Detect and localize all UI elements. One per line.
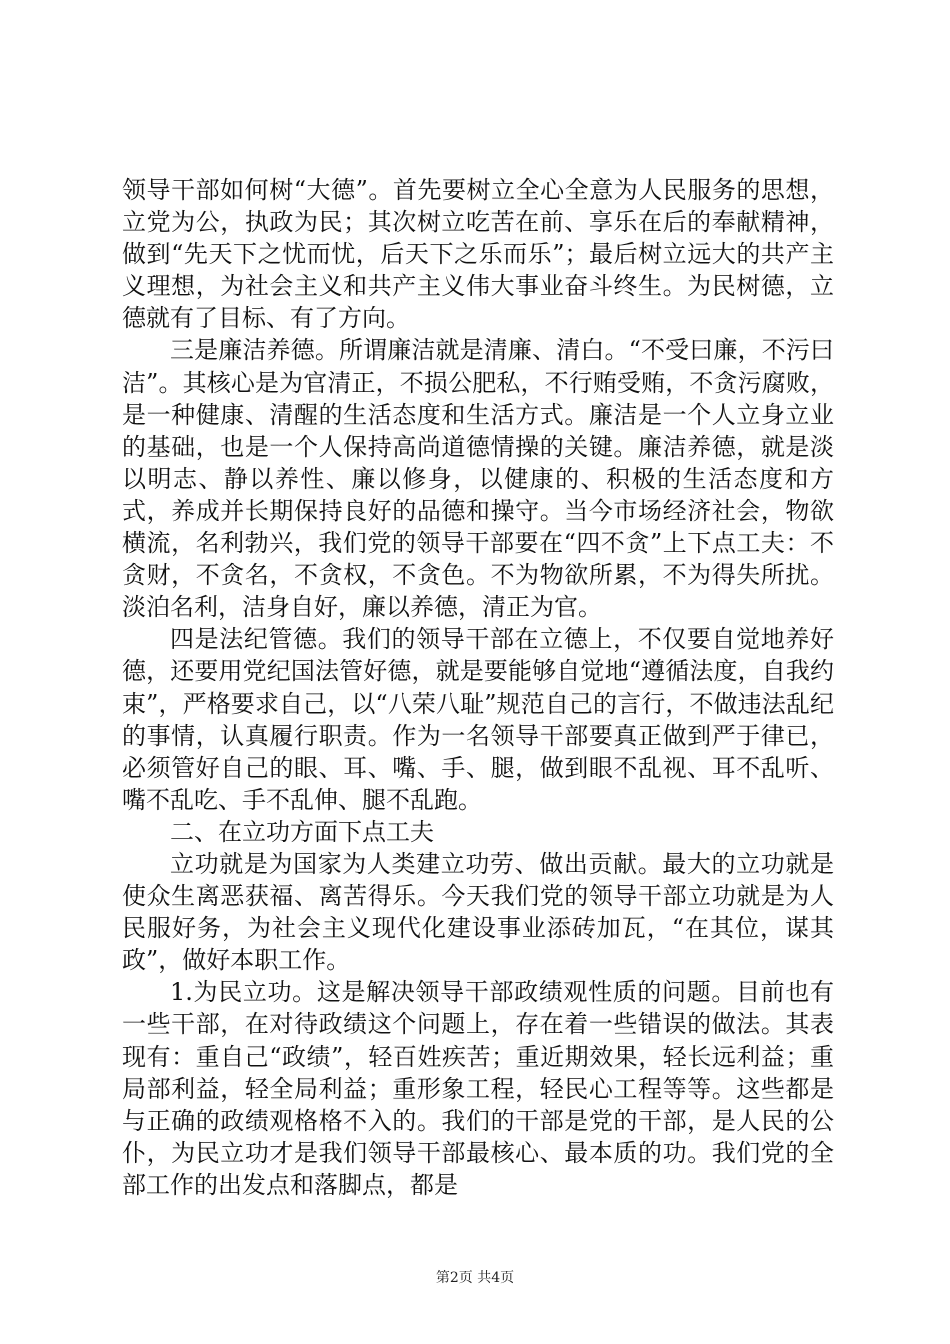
paragraph-5: 1.为民立功。这是解决领导干部政绩观性质的问题。目前也有一些干部，在对待政绩这个问题上，存在着一些错误的做法。其表现有：重自己“政绩”，轻百姓疾苦；重近期效果，轻长远利益；重局部利益，轻全局利益；重形象工程，轻民心工程等等。这些都是与正确的政绩观格格不入的。我们的干部是党的干部，是人民的公仆，为民立功才是我们领导干部最核心、最本质的功。我们党的全部工作的出发点和落脚点，都是 xyxy=(122,978,834,1199)
paragraph-4: 立功就是为国家为人类建立功劳、做出贡献。最大的立功就是使众生离恶获福、离苦得乐。今天我们党的领导干部立功就是为人民服好务，为社会主义现代化建设事业添砖加瓦，“在其位，谋其政”，做好本职工作。 xyxy=(122,849,834,975)
page-footer: 第2页 共4页 xyxy=(435,1270,515,1286)
paragraph-3: 四是法纪管德。我们的领导干部在立德上，不仅要自觉地养好德，还要用党纪国法管好德，就是要能够自觉地“遵循法度，自我约束”，严格要求自己，以“八荣八耻”规范自己的言行，不做违法乱纪的事情，认真履行职责。作为一名领导干部要真正做到严于律已，必须管好自己的眼、耳、嘴、手、腿，做到眼不乱视、耳不乱听、嘴不乱吃、手不乱伸、腿不乱跑。 xyxy=(122,625,834,814)
paragraph-1: 领导干部如何树“大德”。首先要树立全心全意为人民服务的思想，立党为公，执政为民；其次树立吃苦在前、享乐在后的奉献精神，做到“先天下之忧而忧，后天下之乐而乐”；最后树立远大的共产主义理想，为社会主义和共产主义伟大事业奋斗终生。为民树德，立德就有了目标、有了方向。 xyxy=(122,176,834,333)
paragraph-2: 三是廉洁养德。所谓廉洁就是清廉、清白。“不受曰廉，不污曰洁”。其核心是为官清正，不损公肥私，不行贿受贿，不贪污腐败，是一种健康、清醒的生活态度和生活方式。廉洁是一个人立身立业的基础，也是一个人保持高尚道德情操的关键。廉洁养德，就是淡以明志、静以养性、廉以修身，以健康的、积极的生活态度和方式，养成并长期保持良好的品德和操守。当今市场经济社会，物欲横流，名利勃兴，我们党的领导干部要在“四不贪”上下点工夫：不贪财，不贪名，不贪权，不贪色。不为物欲所累，不为得失所扰。淡泊名利，洁身自好，廉以养德，清正为官。 xyxy=(122,336,834,622)
section-heading: 二、在立功方面下点工夫 xyxy=(170,817,434,846)
document-body xyxy=(122,174,834,1201)
